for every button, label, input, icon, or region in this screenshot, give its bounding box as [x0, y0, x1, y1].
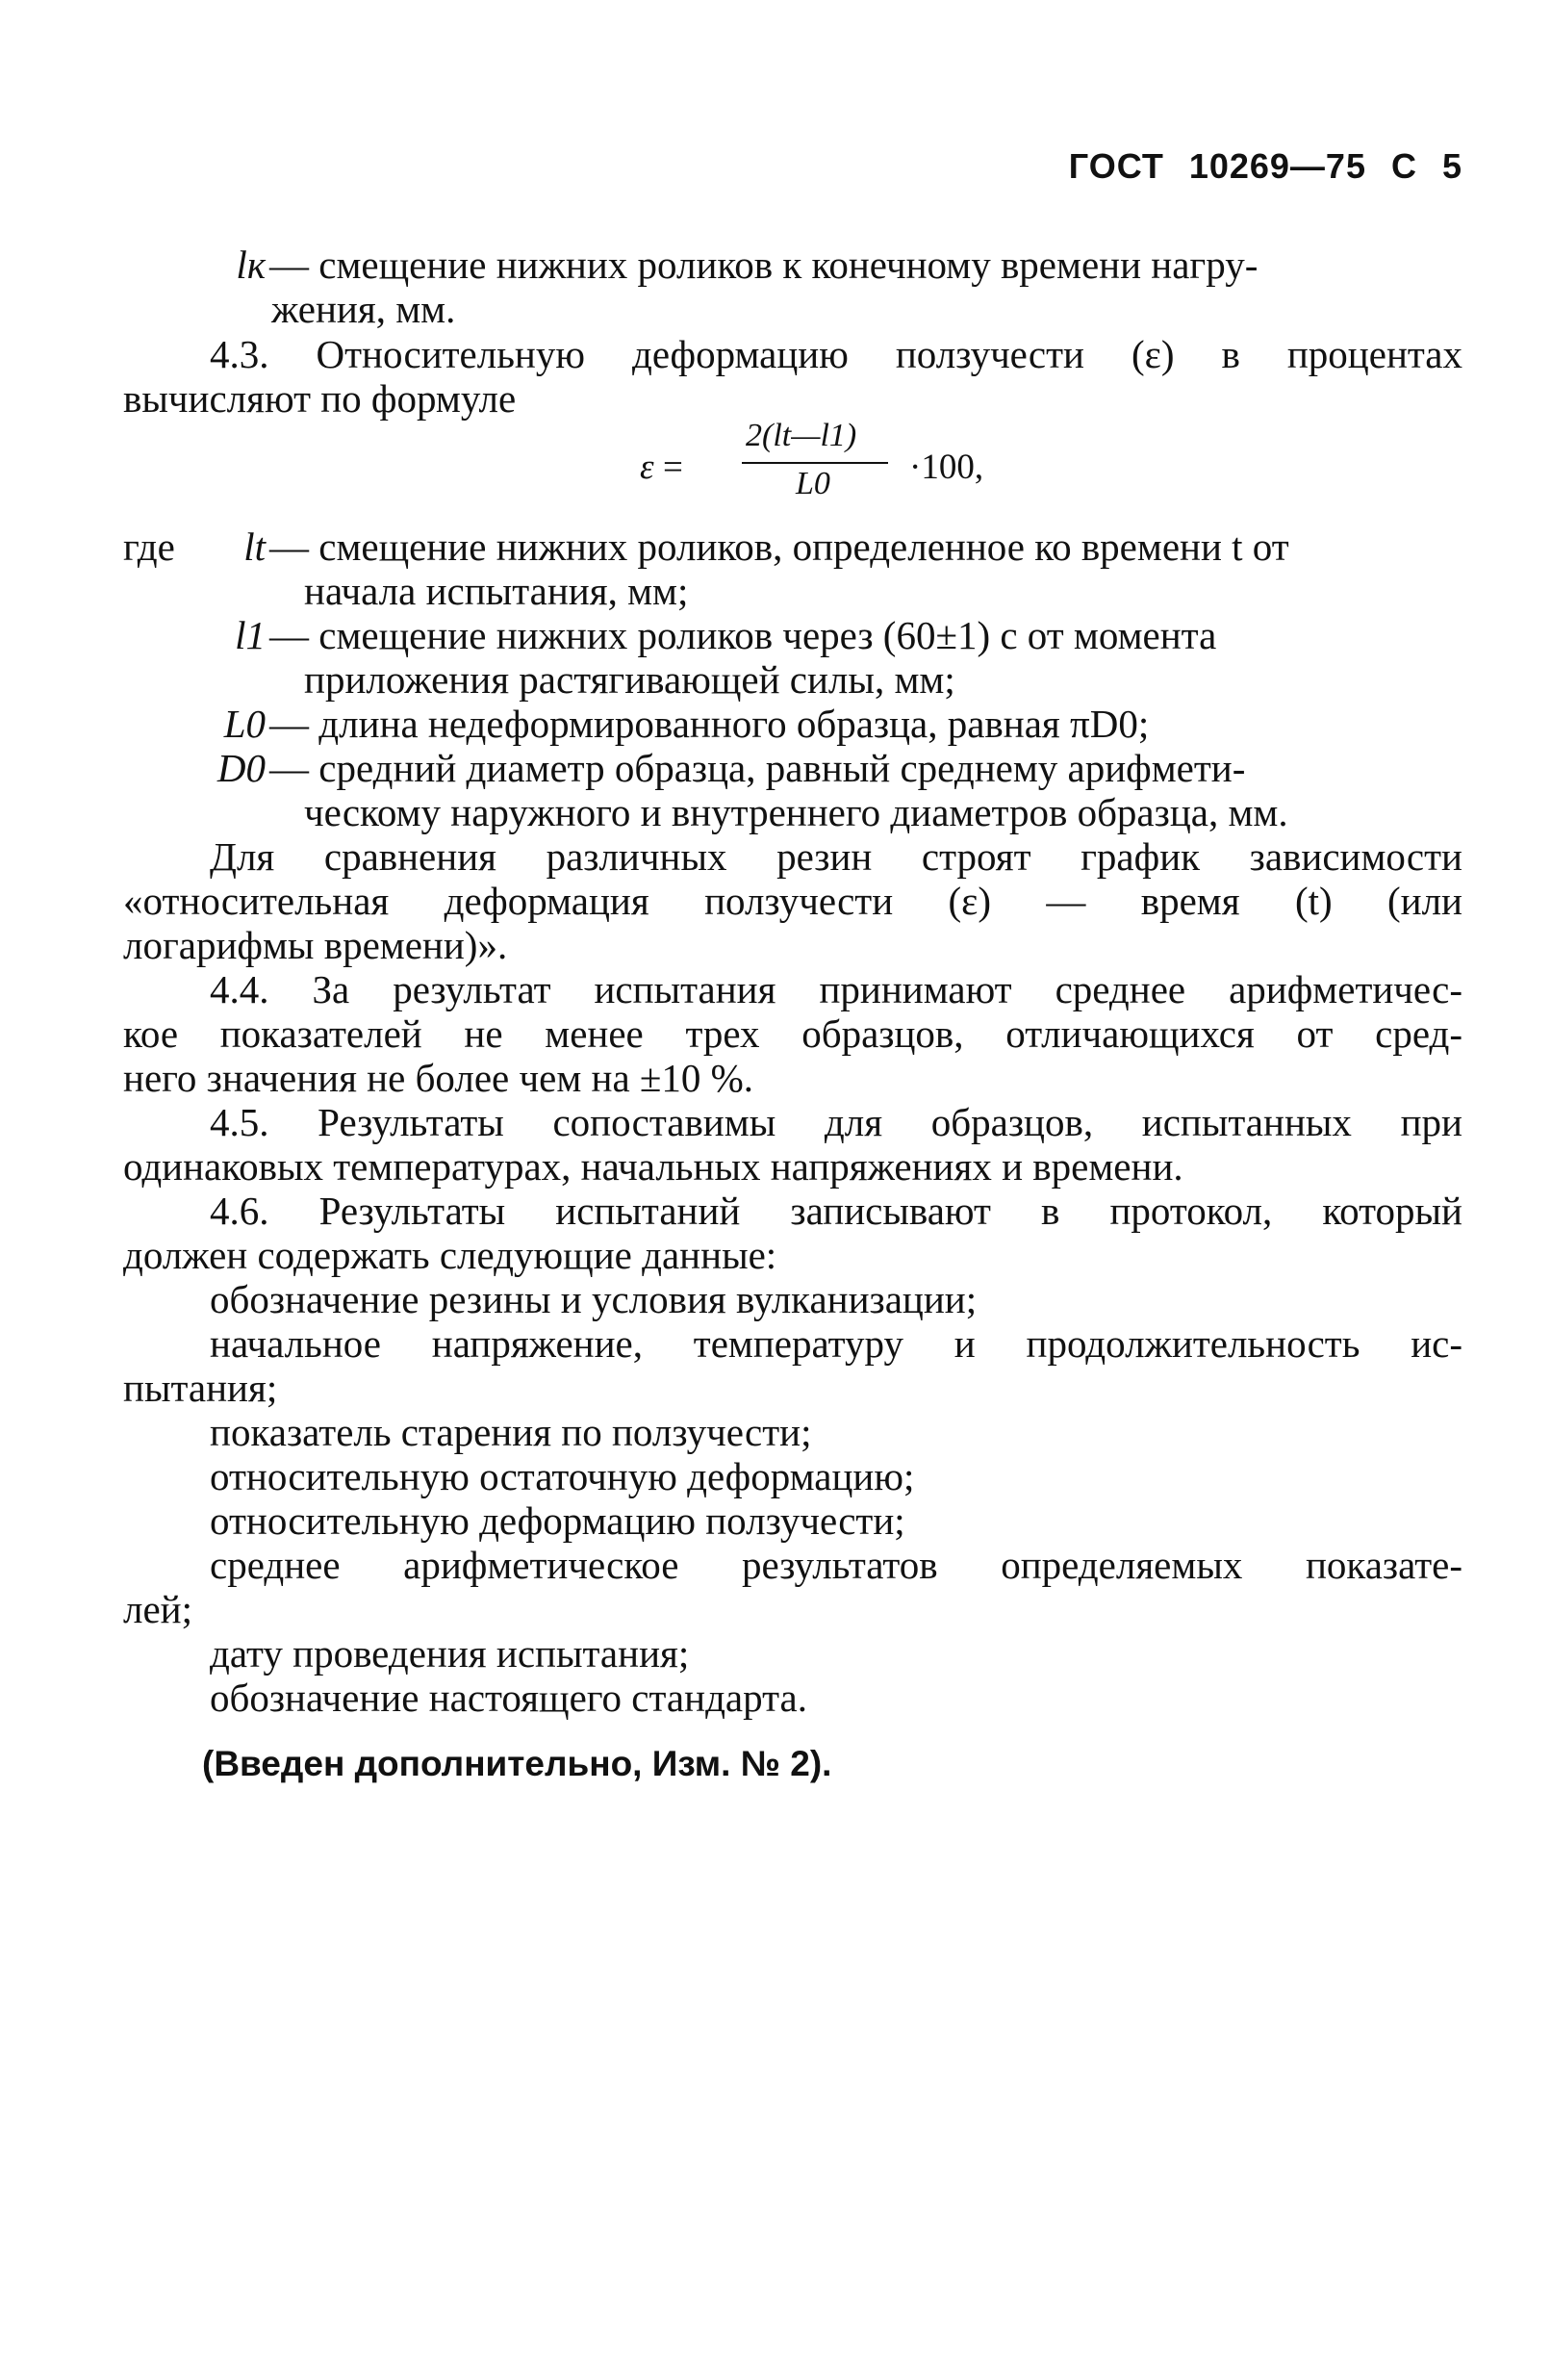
creep-formula: [640, 416, 1044, 522]
list-item-continuation: пытания;: [123, 1366, 278, 1410]
l1-symbol: l1: [235, 613, 266, 657]
p43-line1: 4.3. Относительную деформацию ползучести (ε) в процентах: [210, 332, 1462, 376]
lk-symbol: lк: [236, 243, 266, 287]
D0-definition-line1: D0— средний диаметр образца, равный среднему арифмети-: [212, 746, 1462, 790]
page-header: [1044, 146, 1462, 187]
p45-line1: 4.5. Результаты сопоставимы для образцов, испытанных при: [210, 1100, 1462, 1144]
header-gost: ГОСТ: [1068, 146, 1164, 186]
lt-symbol: lt: [243, 525, 266, 569]
graph-para-line1: Для сравнения различных резин строят график зависимости: [210, 834, 1462, 879]
formula-numerator: 2(lt—l1): [746, 418, 857, 453]
list-item-continuation: лей;: [123, 1587, 192, 1631]
graph-para-line3: логарифмы времени)».: [123, 923, 508, 967]
p43-line2: вычисляют по формуле: [123, 376, 517, 421]
header-number: 10269—75: [1188, 146, 1366, 186]
list-item: относительную деформацию ползучести;: [210, 1498, 905, 1543]
l1-definition-line1: l1— смещение нижних роликов через (60±1) с от момента: [212, 613, 1462, 657]
list-item: относительную остаточную деформацию;: [210, 1454, 915, 1498]
p44-line2: кое показателей не менее трех образцов, отличающихся от сред-: [123, 1011, 1462, 1056]
formula-denominator: L0: [796, 466, 830, 501]
list-item: среднее арифметическое результатов определяемых показате-: [210, 1543, 1462, 1587]
list-item: начальное напряжение, температуру и продолжительность ис-: [210, 1321, 1462, 1366]
where-lead: где: [123, 525, 175, 569]
list-item: обозначение резины и условия вулканизации;: [210, 1277, 978, 1321]
lk-definition-line1: lк— смещение нижних роликов к конечному времени нагру-: [212, 243, 1462, 287]
header-page-number: 5: [1441, 146, 1462, 186]
lt-definition-line1: lt— смещение нижних роликов, определенное ко времени t от: [212, 525, 1462, 569]
p45-line2: одинаковых температурах, начальных напряжениях и времени.: [123, 1144, 1183, 1189]
list-item: обозначение настоящего стандарта.: [210, 1676, 807, 1720]
amendment-note: (Введен дополнительно, Изм. № 2).: [202, 1744, 832, 1783]
formula-lhs: ε: [640, 448, 654, 487]
graph-para-line2: «относительная деформация ползучести (ε) — время (t) (или: [123, 879, 1462, 923]
p44-line1: 4.4. За результат испытания принимают среднее арифметичес-: [210, 967, 1462, 1011]
header-suffix: С: [1390, 146, 1417, 186]
D0-symbol: D0: [216, 746, 266, 790]
list-item: дату проведения испытания;: [210, 1631, 690, 1676]
formula-multiplier: ·100,: [909, 448, 984, 487]
p46-line2: должен содержать следующие данные:: [123, 1233, 777, 1277]
formula-equals: =: [663, 448, 683, 487]
l1-definition-line2: приложения растягивающей силы, мм;: [304, 657, 955, 702]
list-item: показатель старения по ползучести;: [210, 1410, 812, 1454]
fraction-bar: [742, 462, 888, 464]
p44-line3: него значения не более чем на ±10 %.: [123, 1056, 754, 1100]
p46-line1: 4.6. Результаты испытаний записывают в протокол, который: [210, 1189, 1462, 1233]
L0-definition: L0— длина недеформированного образца, равная πD0;: [212, 702, 1462, 746]
L0-symbol: L0: [223, 702, 266, 746]
D0-definition-line2: ческому наружного и внутреннего диаметров образца, мм.: [304, 790, 1288, 834]
lt-definition-line2: начала испытания, мм;: [304, 569, 689, 613]
lk-definition-line2: жения, мм.: [271, 287, 456, 331]
